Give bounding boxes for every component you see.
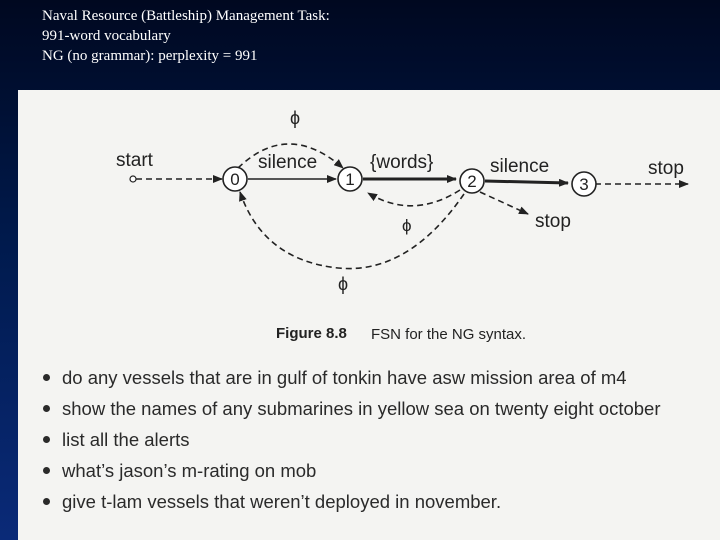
bullet-icon <box>43 467 50 474</box>
start-point <box>130 176 136 182</box>
label-stop-main: stop <box>648 158 684 179</box>
node-0 <box>223 167 247 191</box>
label-phi-bottom: ϕ <box>338 274 349 294</box>
node-3 <box>572 172 596 196</box>
label-phi-mid: ϕ <box>402 216 412 235</box>
edge-stop-branch <box>480 192 528 214</box>
list-item <box>40 455 661 486</box>
edge-silence-2-to-3 <box>485 181 568 183</box>
list-item <box>40 362 661 393</box>
header-line-perplexity: NG (no grammar): perplexity = 991 <box>42 48 258 64</box>
fsn-diagram <box>18 90 720 350</box>
label-words: {words} <box>370 152 434 173</box>
example-query-text: show the names of any submarines in yellow sea on twenty eight october <box>62 398 661 419</box>
node-2 <box>460 169 484 193</box>
example-query-text: do any vessels that are in gulf of tonkin have asw mission area of m4 <box>62 367 627 388</box>
example-query-text: list all the alerts <box>62 429 190 450</box>
node-1 <box>338 167 362 191</box>
label-stop-branch: stop <box>535 211 571 232</box>
list-item <box>40 393 661 424</box>
node-1-label: 1 <box>345 170 355 189</box>
list-item <box>40 486 661 517</box>
header-line-vocabulary: 991-word vocabulary <box>42 28 171 44</box>
bullet-icon <box>43 498 50 505</box>
bullet-icon <box>43 405 50 412</box>
list-item <box>40 424 661 455</box>
slide-header <box>42 6 330 66</box>
example-queries-list <box>40 362 661 517</box>
caption-label: Figure 8.8 <box>276 325 347 342</box>
edge-phi-feedback <box>368 190 460 206</box>
label-silence-out: silence <box>490 156 550 177</box>
label-phi-top: ϕ <box>290 108 301 128</box>
label-start: start <box>116 150 153 171</box>
bullet-icon <box>43 374 50 381</box>
node-2-label: 2 <box>467 172 477 191</box>
node-3-label: 3 <box>579 175 589 194</box>
example-query-text: give t-lam vessels that weren’t deployed in november. <box>62 491 502 512</box>
bullet-icon <box>43 436 50 443</box>
example-query-text: what’s jason’s m-rating on mob <box>62 460 317 481</box>
figure-panel <box>18 90 720 540</box>
label-silence-in: silence <box>258 152 318 173</box>
header-line-task: Naval Resource (Battleship) Management Task: <box>42 8 330 24</box>
node-0-label: 0 <box>230 170 240 189</box>
caption-text: FSN for the NG syntax. <box>371 326 527 343</box>
